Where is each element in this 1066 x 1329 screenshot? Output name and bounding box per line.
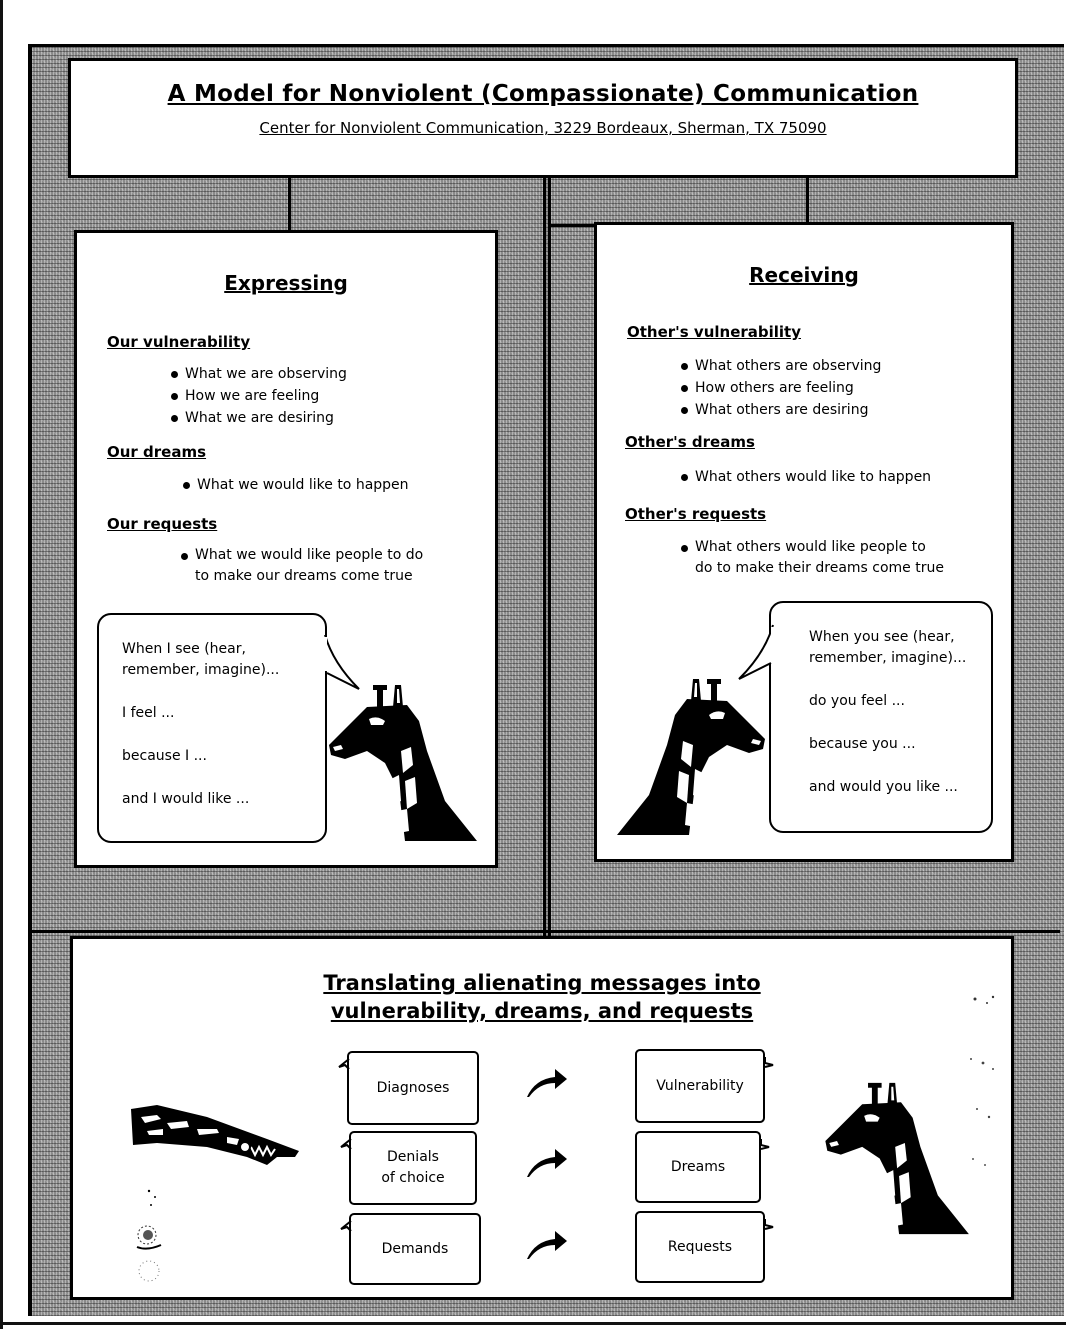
expressing-panel <box>74 230 498 868</box>
list-item-line: What we would like people to do <box>195 547 424 563</box>
alienating-label-line: Denials <box>387 1149 439 1165</box>
receiving-dreams-heading: Other's dreams <box>625 433 755 451</box>
giraffe-head-icon <box>821 1079 981 1239</box>
translating-title-line: Translating alienating messages into <box>323 971 761 995</box>
expressing-requests-list <box>181 545 423 587</box>
expressing-vulnerability-heading: Our vulnerability <box>107 333 251 351</box>
divider-center-right <box>548 178 551 938</box>
box-tail <box>339 1219 353 1235</box>
box-tail <box>339 1137 353 1153</box>
divider-band-bottom <box>30 930 1060 933</box>
curved-arrow-right-icon <box>525 1229 569 1261</box>
bubble-line: because you ... <box>809 736 916 752</box>
list-item: How we are feeling <box>171 385 347 407</box>
translated-label: Requests <box>667 1238 733 1255</box>
receiving-panel <box>594 222 1014 862</box>
bubble-line: because I ... <box>122 748 207 764</box>
title-box <box>68 58 1018 178</box>
giraffe-facing-left-icon <box>327 681 487 846</box>
expressing-heading: Expressing <box>224 271 348 295</box>
list-item-line: What others would like people to <box>695 539 926 555</box>
list-item-line: do to make their dreams come true <box>695 560 944 576</box>
translated-box-vulnerability <box>635 1049 765 1123</box>
page-subtitle: Center for Nonviolent Communication, 3229 Bordeaux, Sherman, TX 75090 <box>259 119 827 137</box>
alienating-label: Demands <box>381 1240 449 1257</box>
list-item <box>181 545 423 587</box>
translated-box-dreams <box>635 1131 761 1203</box>
curved-arrow-right-icon <box>525 1067 569 1099</box>
bubble-line: remember, imagine)... <box>122 662 280 678</box>
box-tail <box>763 1055 779 1071</box>
scan-noise-speckle <box>963 989 1013 1189</box>
bubble-line: When you see (hear, <box>809 629 955 645</box>
alienating-box-denials <box>349 1131 477 1205</box>
bubble-line: and I would like ... <box>122 791 250 807</box>
translating-title <box>73 969 1011 1025</box>
translated-label: Dreams <box>670 1158 726 1175</box>
expressing-dreams-heading: Our dreams <box>107 443 207 461</box>
list-item: How others are feeling <box>681 377 881 399</box>
bubble-line: remember, imagine)... <box>809 650 967 666</box>
divider-right-connector <box>806 178 809 224</box>
list-item: What we are desiring <box>171 407 347 429</box>
bubble-line: do you feel ... <box>809 693 905 709</box>
divider-center-left <box>543 178 546 938</box>
list-item: What others would like to happen <box>681 466 931 488</box>
bubble-line: When I see (hear, <box>122 641 246 657</box>
receiving-dreams-list <box>681 466 931 488</box>
list-item: What we would like to happen <box>183 474 409 496</box>
expressing-speech-bubble <box>97 613 327 843</box>
list-item: What others are desiring <box>681 399 881 421</box>
divider-left-connector <box>288 178 291 230</box>
jackal-head-icon <box>127 1099 307 1179</box>
list-item-line: to make our dreams come true <box>195 568 413 584</box>
list-item: What we are observing <box>171 363 347 385</box>
receiving-heading: Receiving <box>749 263 859 287</box>
page-title: A Model for Nonviolent (Compassionate) Communication <box>167 81 919 107</box>
list-item: What others are observing <box>681 355 881 377</box>
page-left-rule <box>0 0 3 1329</box>
alienating-label <box>381 1147 444 1189</box>
expressing-vulnerability-list <box>171 363 347 429</box>
receiving-requests-heading: Other's requests <box>625 505 767 523</box>
bubble-line: I feel ... <box>122 705 175 721</box>
receiving-requests-list <box>681 537 944 579</box>
curved-arrow-right-icon <box>525 1147 569 1179</box>
box-tail <box>763 1217 779 1233</box>
box-tail <box>337 1057 351 1073</box>
alienating-label: Diagnoses <box>376 1079 450 1096</box>
receiving-speech-bubble <box>769 601 993 833</box>
bubble-line: and would you like ... <box>809 779 958 795</box>
alienating-box-demands <box>349 1213 481 1285</box>
alienating-label-line: of choice <box>381 1170 445 1186</box>
list-item <box>681 537 944 579</box>
receiving-vulnerability-list <box>681 355 881 421</box>
page-bottom-rule <box>0 1322 1066 1325</box>
translating-title-line: vulnerability, dreams, and requests <box>330 999 754 1023</box>
expressing-dreams-list <box>183 474 409 496</box>
jackal-ear-speckle <box>127 1175 187 1285</box>
expressing-requests-heading: Our requests <box>107 515 218 533</box>
translated-label: Vulnerability <box>656 1077 744 1094</box>
divider-band-top <box>548 224 598 227</box>
translating-panel <box>70 936 1014 1300</box>
alienating-box-diagnoses <box>347 1051 479 1125</box>
translated-box-requests <box>635 1211 765 1283</box>
box-tail <box>759 1137 775 1153</box>
receiving-vulnerability-heading: Other's vulnerability <box>627 323 801 341</box>
giraffe-facing-right-icon <box>607 675 767 840</box>
speech-bubble-tail <box>735 623 775 683</box>
